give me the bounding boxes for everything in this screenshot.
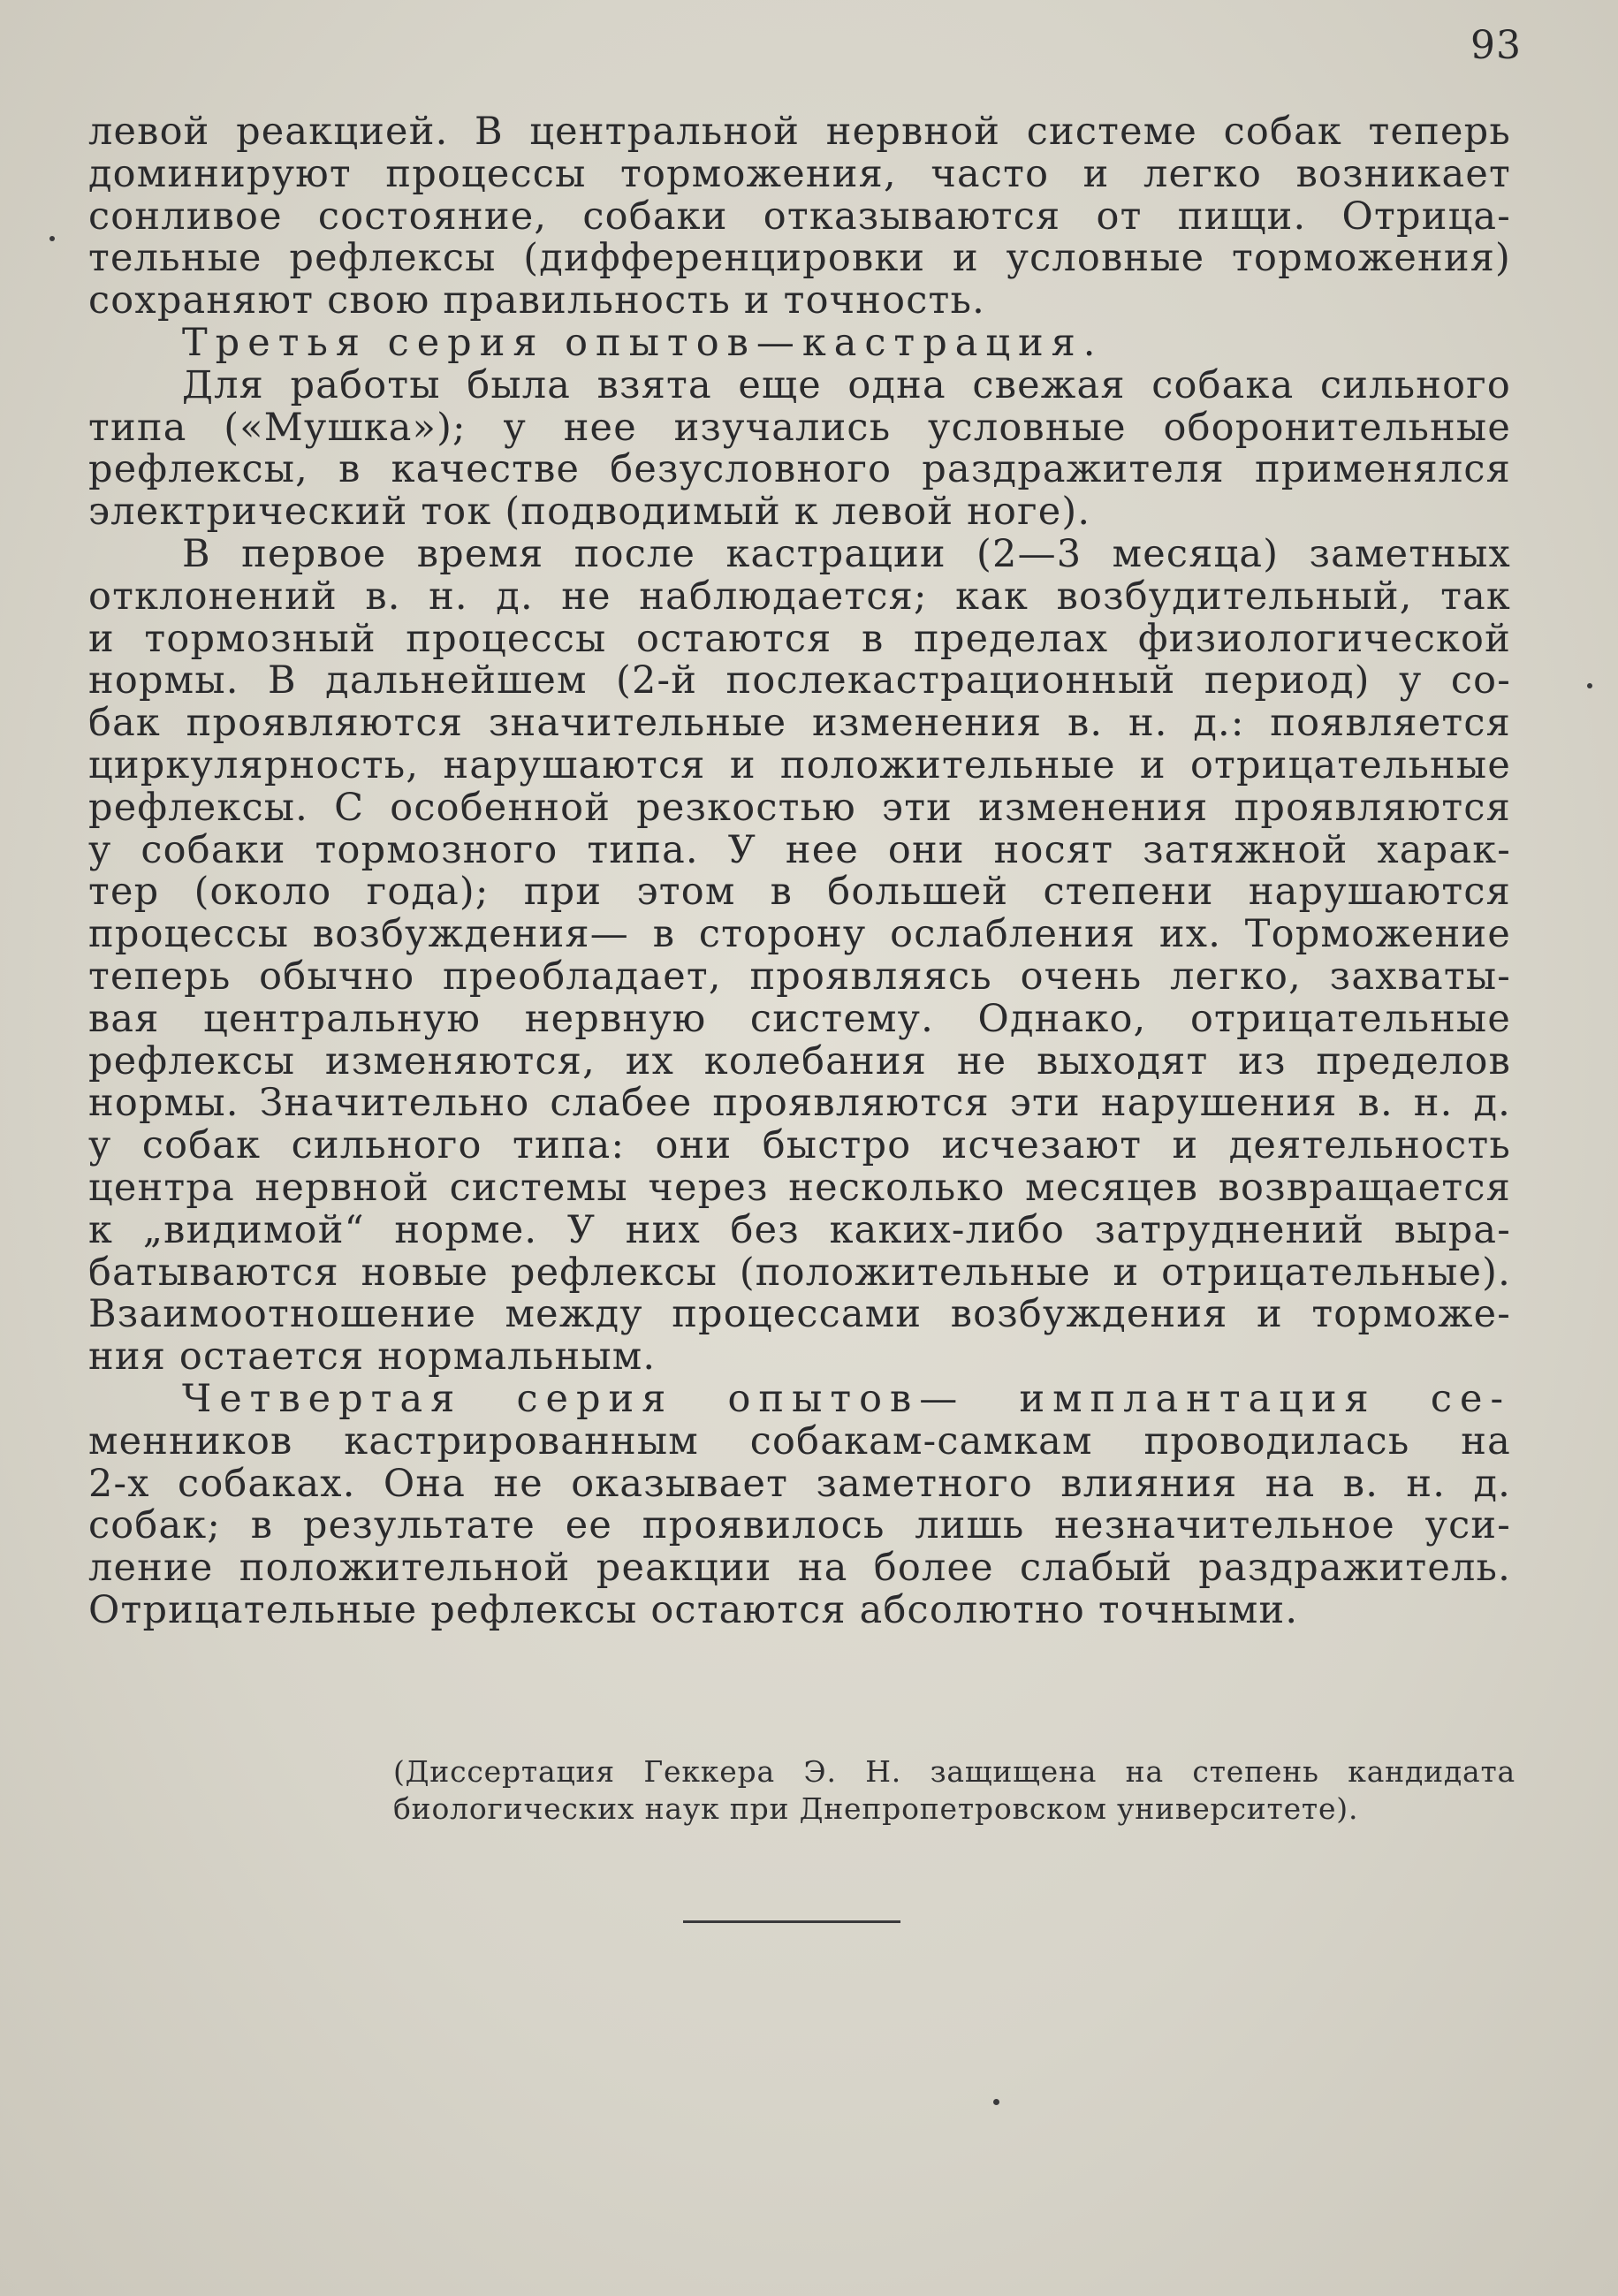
text-line: левой реакцией. В центральной нервной системе собак теперь: [88, 110, 1511, 154]
body-text: [88, 111, 1511, 1632]
text-line: батываются новые рефлексы (положительные и отрицательные).: [88, 1250, 1511, 1295]
text-line: 2-х собаках. Она не оказывает заметного влияния на в. н. д.: [88, 1461, 1511, 1506]
dissertation-footnote: [393, 1753, 1515, 1828]
text-line: нормы. В дальнейшем (2-й послекастрационный период) у со-: [88, 658, 1511, 703]
text-line: тельные рефлексы (дифференцировки и условные торможения): [88, 236, 1511, 281]
text-line: ния остается нормальным.: [88, 1334, 657, 1380]
text-line: вая центральную нервную систему. Однако, отрицательные: [88, 996, 1511, 1041]
text-line: менников кастрированным собакам-самкам проводилась на: [88, 1418, 1511, 1464]
text-line: и тормозный процессы остаются в пределах физиологической: [88, 616, 1511, 661]
paper-speck: [1587, 683, 1592, 688]
text-line: доминируют процессы торможения, часто и легко возникает: [88, 151, 1511, 196]
text-line: рефлексы изменяются, их колебания не выходят из пределов: [88, 1038, 1511, 1083]
footnote-line: биологических наук при Днепропетровском университете).: [393, 1791, 1359, 1826]
text-line: электрический ток (подводимый к левой ноге).: [88, 490, 1091, 535]
page-number: 93: [1470, 23, 1522, 68]
text-line: к „видимой“ норме. У них без каких-либо затруднений выра-: [88, 1207, 1511, 1252]
text-line: бак проявляются значительные изменения в. н. д.: появляется: [88, 701, 1511, 746]
paper-speck: [993, 2099, 999, 2105]
end-rule-divider: [683, 1920, 900, 1923]
text-line: типа («Мушка»); у нее изучались условные оборонительные: [88, 405, 1511, 450]
text-line: у собак сильного типа: они быстро исчезают и деятельность: [88, 1123, 1511, 1168]
text-line: теперь обычно преобладает, проявляясь очень легко, захваты-: [88, 954, 1511, 999]
text-line: циркулярность, нарушаются и положительные и отрицательные: [88, 742, 1511, 787]
text-line: сонливое состояние, собаки отказываются от пищи. Отрица-: [88, 194, 1511, 239]
text-line: Отрицательные рефлексы остаются абсолютно точными.: [88, 1587, 1299, 1632]
text-line: В первое время после кастрации (2—3 месяца) заметных: [182, 531, 1511, 576]
text-line: рефлексы, в качестве безусловного раздражителя применялся: [88, 447, 1511, 492]
text-line: отклонений в. н. д. не наблюдается; как возбудительный, так: [88, 574, 1511, 619]
text-line: у собаки тормозного типа. У нее они носят затяжной харак-: [88, 827, 1511, 872]
text-line: процессы возбуждения— в сторону ослабления их. Торможение: [88, 912, 1511, 957]
section-heading-castration: Третья серия опытов—кастрация.: [182, 320, 1104, 365]
text-line: собак; в результате ее проявилось лишь незначительное уси-: [88, 1503, 1511, 1548]
text-line: сохраняют свою правильность и точность.: [88, 278, 985, 323]
text-line: Взаимоотношение между процессами возбуждения и торможе-: [88, 1292, 1511, 1337]
text-line: нормы. Значительно слабее проявляются эти нарушения в. н. д.: [88, 1081, 1511, 1126]
text-line: Для работы была взята еще одна свежая собака сильного: [182, 362, 1511, 407]
text-line: ление положительной реакции на более слабый раздражитель.: [88, 1546, 1511, 1591]
paper-speck: [49, 236, 55, 241]
section-heading-implantation: Четвертая серия опытов— имплантация се-: [182, 1376, 1511, 1421]
text-line: рефлексы. С особенной резкостью эти изменения проявляются: [88, 785, 1511, 830]
footnote-line: (Диссертация Геккера Э. Н. защищена на степень кандидата: [393, 1754, 1515, 1789]
text-line: центра нервной системы через несколько месяцев возвращается: [88, 1165, 1511, 1210]
text-line: тер (около года); при этом в большей степени нарушаются: [88, 870, 1511, 915]
